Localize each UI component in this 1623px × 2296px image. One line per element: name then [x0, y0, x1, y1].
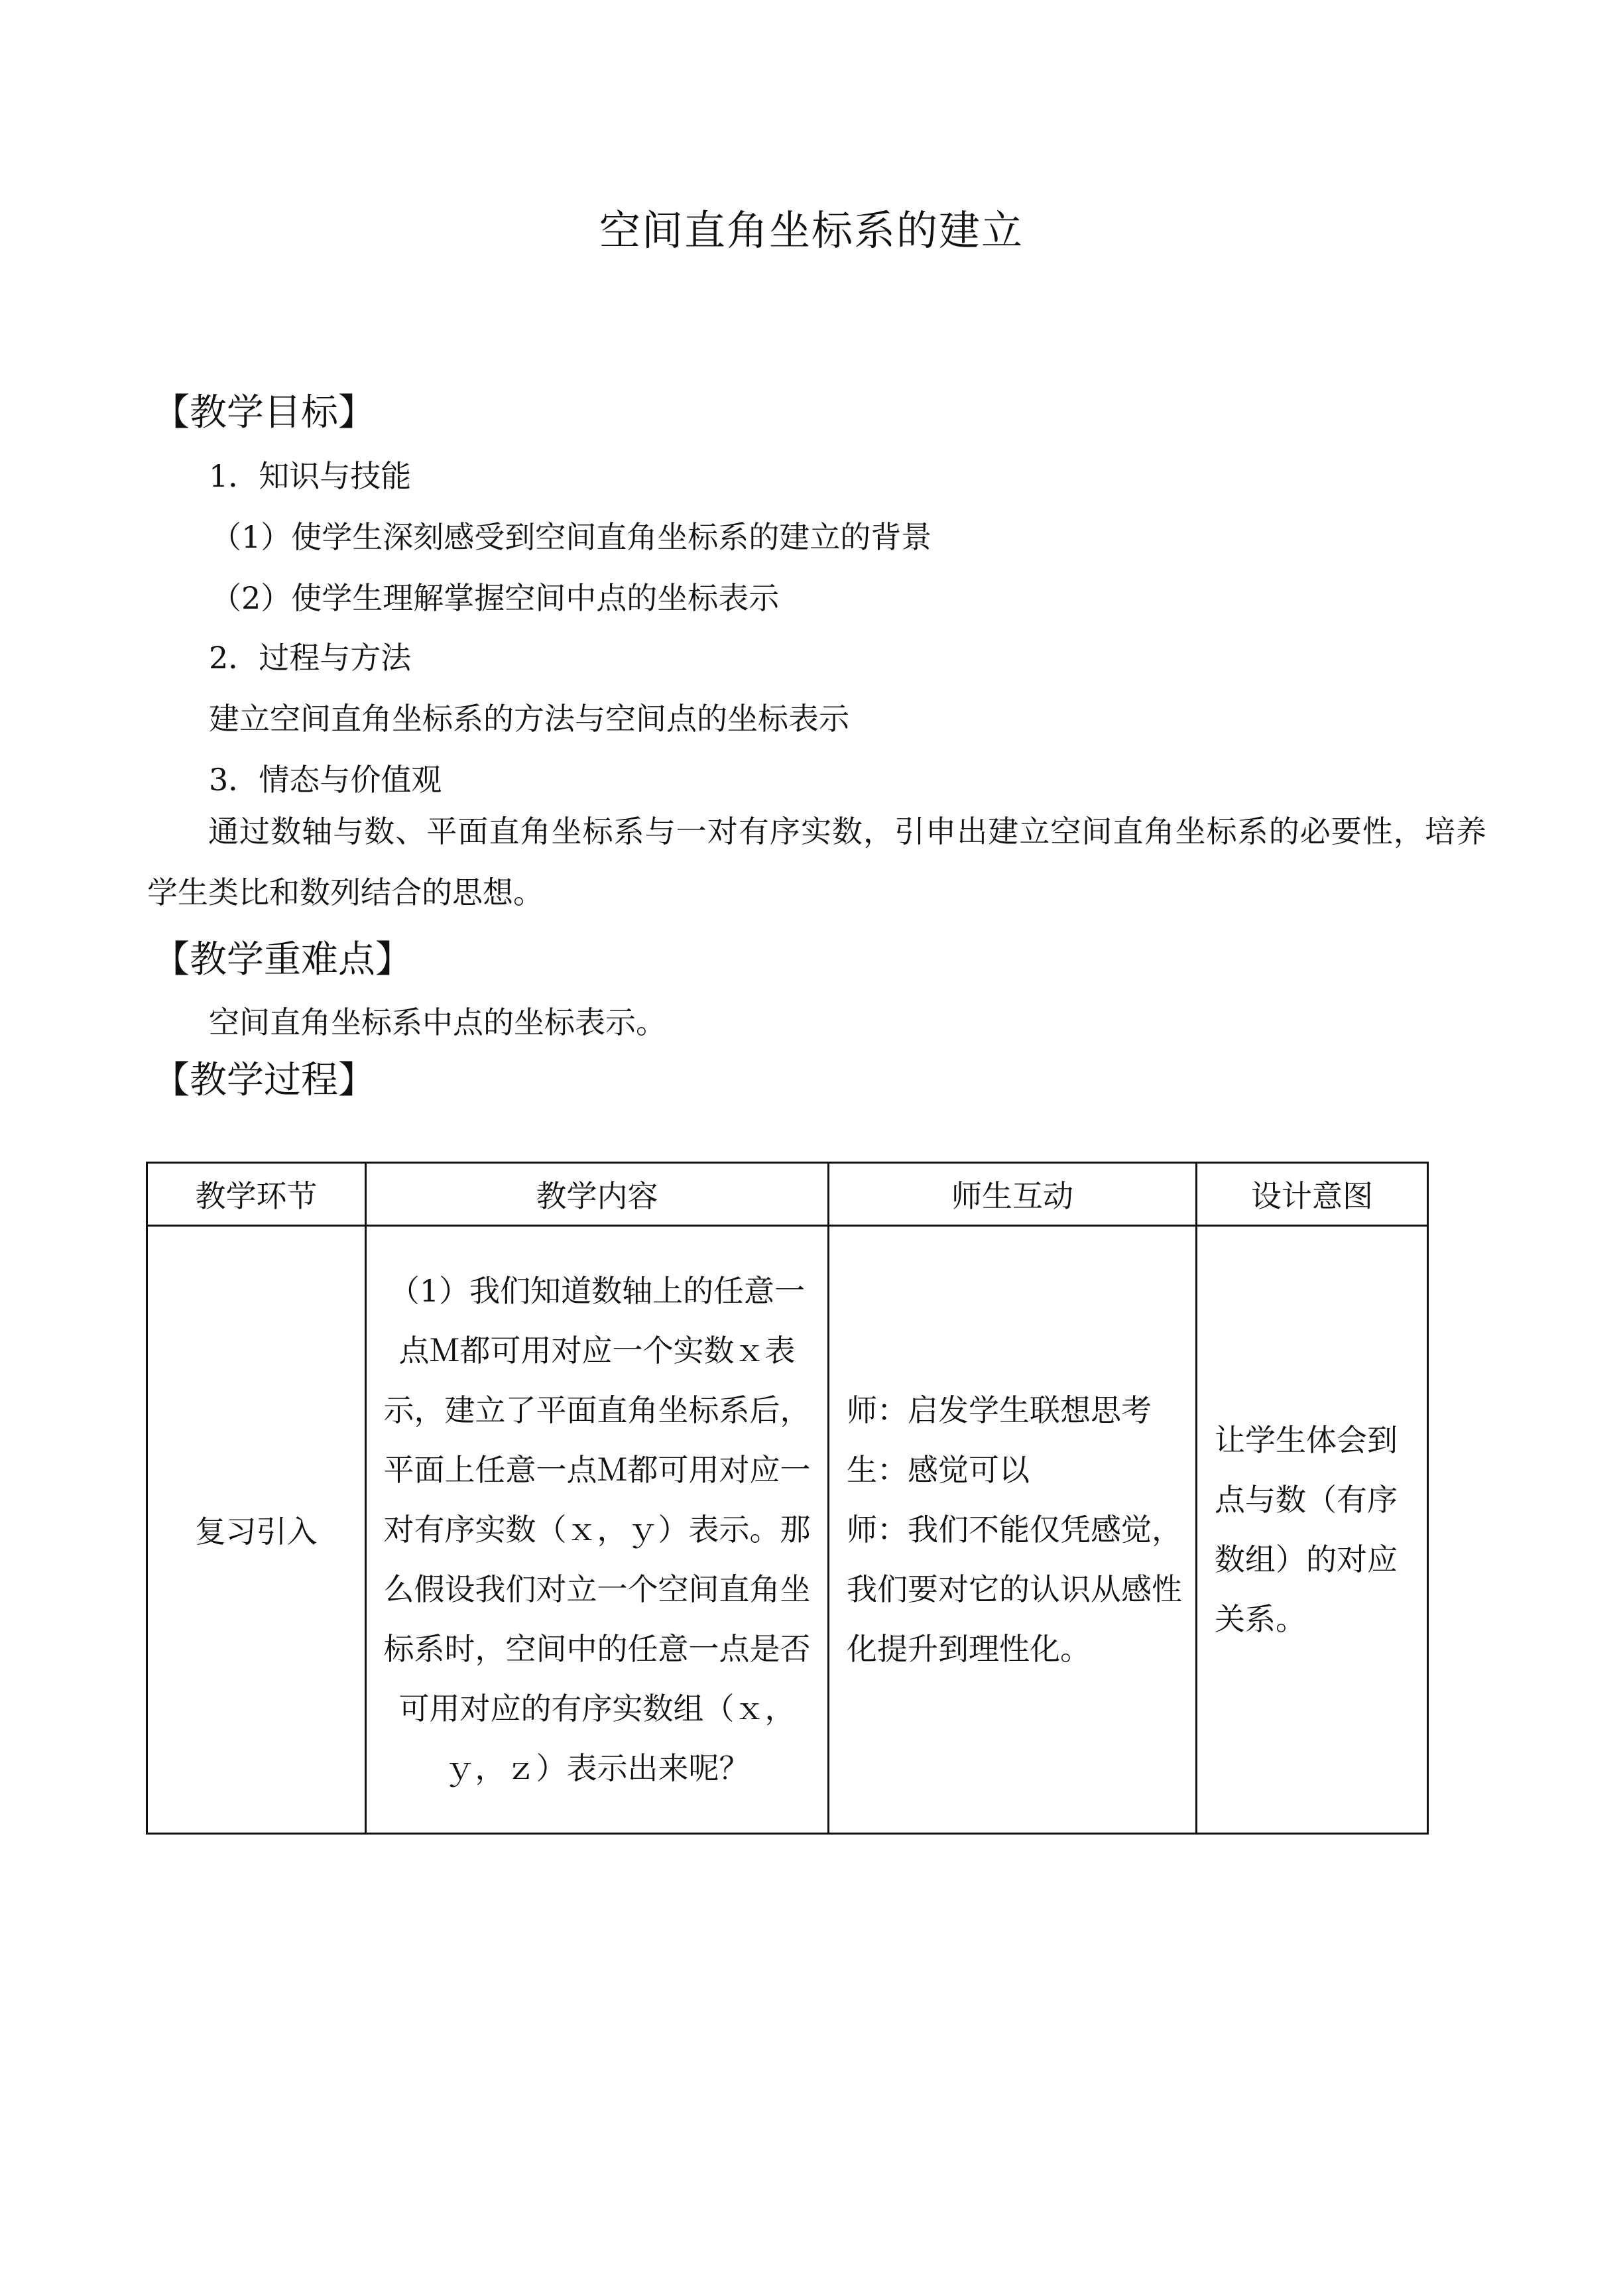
column-header-intent: 设计意图	[1197, 1163, 1428, 1226]
column-header-stage: 教学环节	[147, 1163, 366, 1226]
knowledge-item-2: （2）使学生理解掌握空间中点的坐标表示	[211, 580, 780, 616]
knowledge-label: 1．知识与技能	[209, 458, 412, 494]
section-heading-teaching-process: 【教学过程】	[152, 1059, 375, 1102]
interaction-line-3: 师：我们不能仅凭感觉，我们要对它的认识从感性化提升到理性化。	[847, 1512, 1182, 1667]
attitude-label: 3．情态与价值观	[209, 762, 442, 798]
section-heading-objectives: 【教学目标】	[152, 391, 375, 434]
process-label: 2．过程与方法	[209, 640, 412, 676]
page-title: 空间直角坐标系的建立	[599, 206, 1024, 255]
interaction-line-1: 师：启发学生联想思考	[847, 1392, 1152, 1428]
key-points-text: 空间直角坐标系中点的坐标表示。	[209, 1004, 666, 1040]
column-header-content: 教学内容	[366, 1163, 829, 1226]
column-header-interaction: 师生互动	[829, 1163, 1197, 1226]
knowledge-item-1: （1）使学生深刻感受到空间直角坐标系的建立的背景	[211, 519, 932, 555]
cell-content: （1）我们知道数轴上的任意一点Ｍ都可用对应一个实数ｘ表示，建立了平面直角坐标系后，平面上任意一点Ｍ都可用对应一对有序实数（ｘ，ｙ）表示。那么假设我们对立一个空间直角坐标系时，空间中的任意一点是否可用对应的有序实数组（ｘ，ｙ，ｚ）表示出来呢？	[366, 1226, 829, 1834]
attitude-text: 通过数轴与数、平面直角坐标系与一对有序实数，引申出建立空间直角坐标系的必要性，培养学生类比和数列结合的思想。	[147, 814, 1486, 910]
process-text: 建立空间直角坐标系的方法与空间点的坐标表示	[209, 701, 849, 737]
interaction-line-2: 生：感觉可以	[847, 1452, 1030, 1488]
cell-intent: 让学生体会到点与数（有序数组）的对应关系。	[1197, 1226, 1428, 1834]
cell-interaction	[829, 1226, 1197, 1834]
teaching-process-table	[146, 1162, 1429, 1835]
table-header-row	[147, 1163, 1428, 1226]
table-row	[147, 1226, 1428, 1834]
cell-stage: 复习引入	[147, 1226, 366, 1834]
section-heading-key-points: 【教学重难点】	[152, 938, 412, 981]
